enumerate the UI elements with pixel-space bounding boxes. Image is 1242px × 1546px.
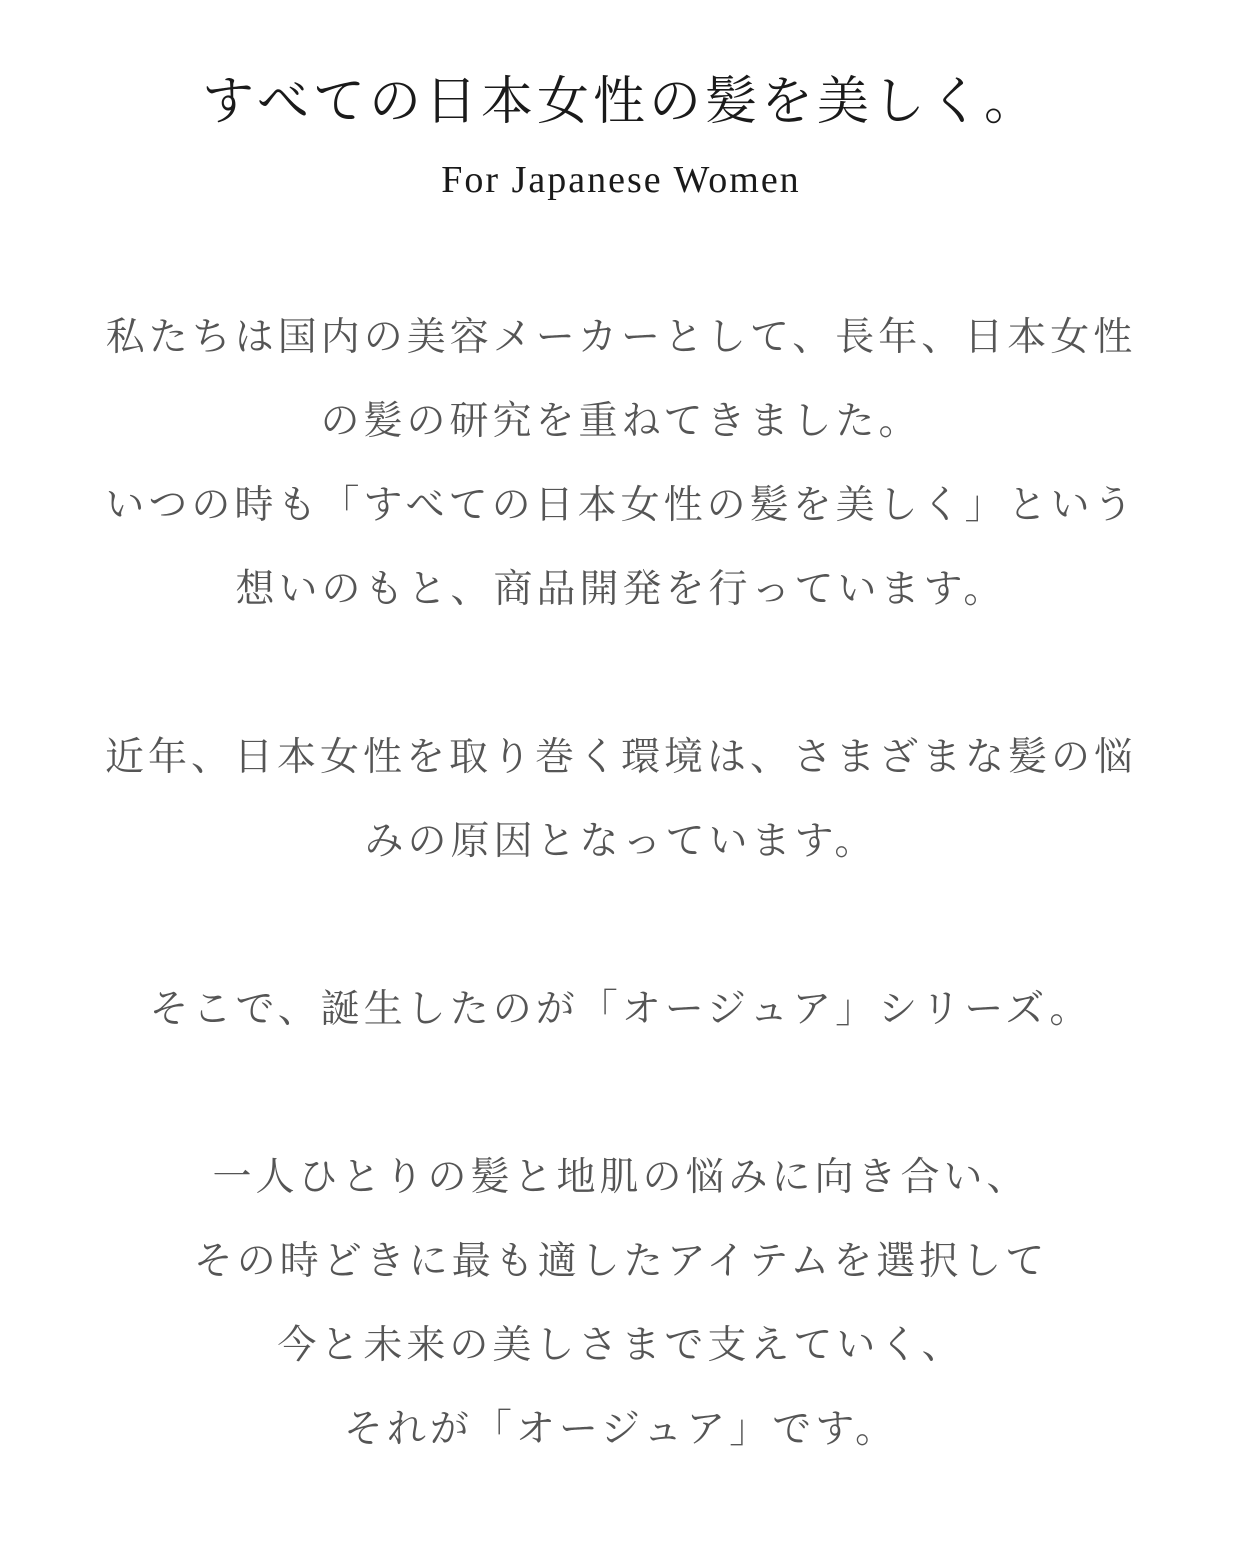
paragraph-line: 想いのもと、商品開発を行っています。 — [235, 567, 1007, 612]
paragraph-line: 一人ひとりの髪と地肌の悩みに向き合い、 — [212, 1155, 1030, 1200]
paragraph-line: そこで、誕生したのが「オージュア」シリーズ。 — [149, 987, 1093, 1032]
paragraph-line: いつの時も「すべての日本女性の髪を美しく」という — [105, 483, 1137, 528]
paragraph-line: 近年、日本女性を取り巻く環境は、さまざまな髪の悩 — [104, 735, 1137, 780]
paragraph-line: 私たちは国内の美容メーカーとして、長年、日本女性 — [105, 315, 1137, 360]
headline: すべての日本女性の髪を美しく。 — [202, 72, 1040, 132]
paragraph-line: みの原因となっています。 — [364, 819, 878, 864]
subtitle: For Japanese Women — [441, 159, 801, 201]
paragraph-environment — [80, 716, 1162, 884]
paragraph-series-birth — [80, 968, 1162, 1052]
paragraph-line: それが「オージュア」です。 — [343, 1407, 899, 1452]
paragraph-brand-promise — [80, 1136, 1162, 1472]
story-body — [80, 296, 1162, 1472]
paragraph-line: の髪の研究を重ねてきました。 — [320, 399, 922, 444]
paragraph-research — [80, 296, 1162, 632]
paragraph-line: その時どきに最も適したアイテムを選択して — [193, 1239, 1049, 1284]
paragraph-line: 今と未来の美しさまで支えていく、 — [277, 1323, 965, 1368]
